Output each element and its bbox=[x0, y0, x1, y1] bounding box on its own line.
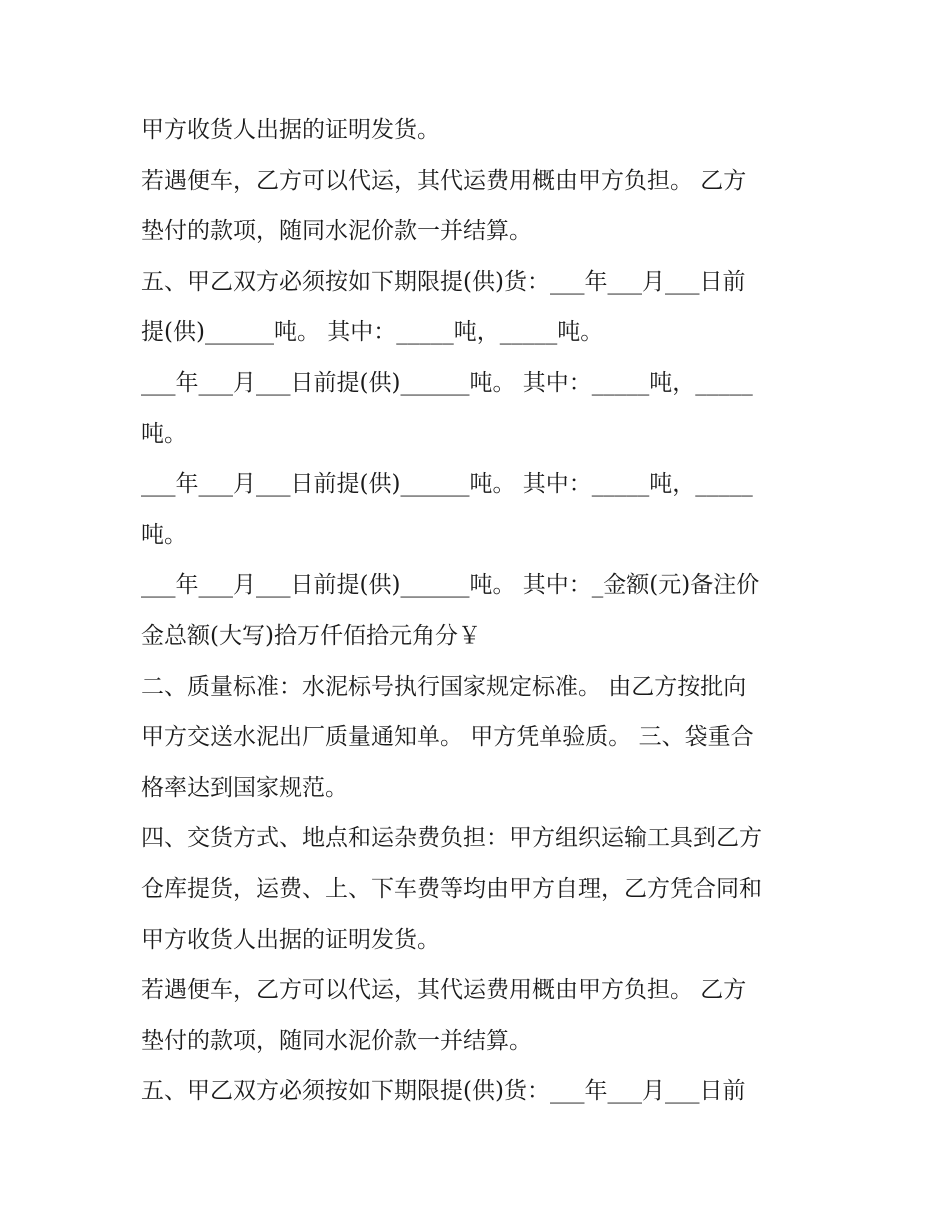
document-body bbox=[141, 105, 821, 1117]
text-line: 若遇便车，乙方可以代运，其代运费用概由甲方负担。 乙方 bbox=[141, 977, 747, 1004]
text-line: ___年___月___日前提(供)______吨。 其中：_____吨，_____ bbox=[141, 471, 753, 498]
text-line: 甲方收货人出据的证明发货。 bbox=[141, 926, 440, 953]
text-line: 垫付的款项，随同水泥价款一并结算。 bbox=[141, 218, 532, 245]
text-line: 提(供)______吨。 其中：_____吨，_____吨。 bbox=[141, 319, 604, 346]
text-line: ___年___月___日前提(供)______吨。 其中：_金额(元)备注价 bbox=[141, 572, 760, 599]
text-line: ___年___月___日前提(供)______吨。 其中：_____吨，_____ bbox=[141, 369, 753, 396]
text-line: 垫付的款项，随同水泥价款一并结算。 bbox=[141, 1027, 532, 1054]
text-line: 甲方收货人出据的证明发货。 bbox=[141, 117, 440, 143]
text-line: 仓库提货，运费、上、下车费等均由甲方自理，乙方凭合同和 bbox=[141, 875, 762, 902]
text-line: 若遇便车，乙方可以代运，其代运费用概由甲方负担。 乙方 bbox=[141, 167, 747, 194]
text-line: 格率达到国家规范。 bbox=[141, 774, 348, 801]
text-line: 二、质量标准：水泥标号执行国家规定标准。 由乙方按批向 bbox=[141, 673, 747, 700]
text-line: 甲方交送水泥出厂质量通知单。 甲方凭单验质。 三、袋重合 bbox=[141, 724, 754, 751]
text-line: 五、甲乙双方必须按如下期限提(供)货：___年___月___日前 bbox=[141, 268, 746, 295]
text-line: 五、甲乙双方必须按如下期限提(供)货：___年___月___日前 bbox=[141, 1078, 746, 1105]
text-line: 吨。 bbox=[141, 420, 187, 447]
text-line: 金总额(大写)拾万仟佰拾元角分￥ bbox=[141, 622, 481, 649]
text-line: 吨。 bbox=[141, 521, 187, 548]
text-line: 四、交货方式、地点和运杂费负担：甲方组织运输工具到乙方 bbox=[141, 825, 762, 852]
